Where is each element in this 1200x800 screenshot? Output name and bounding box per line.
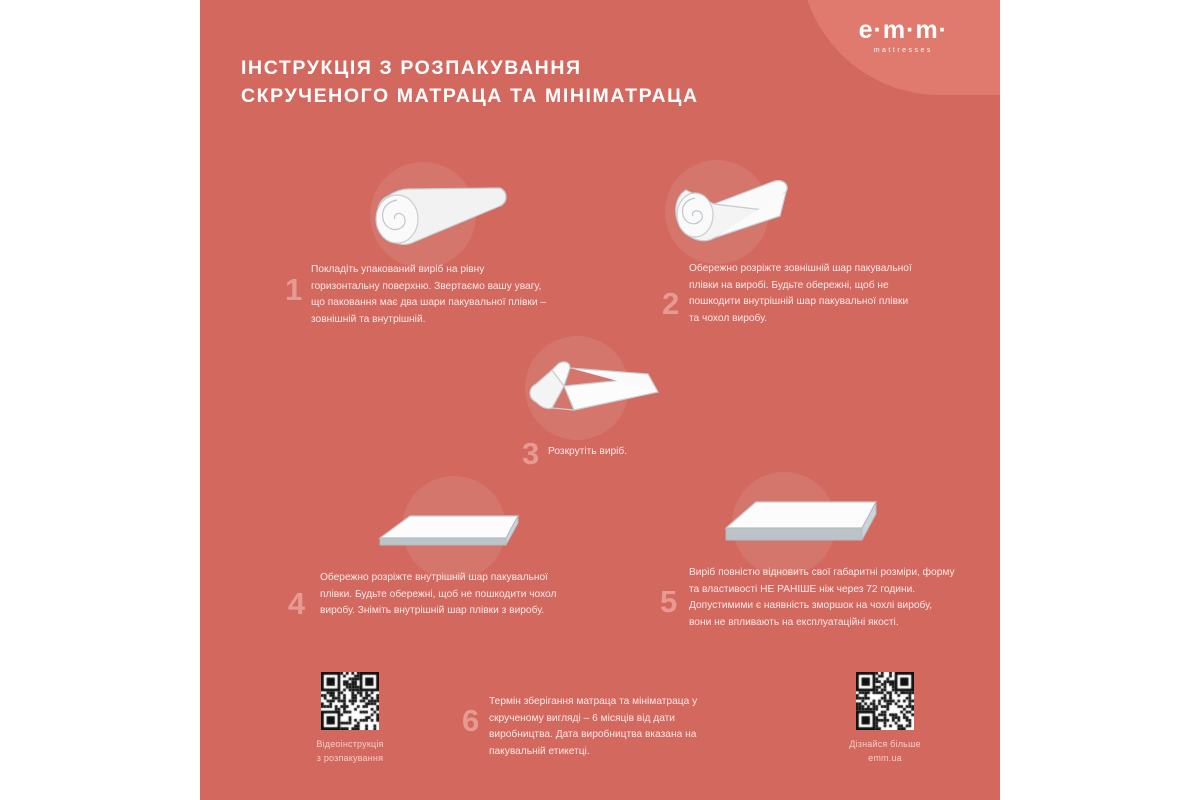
poster-canvas: [200, 0, 1000, 800]
qr-video-instruction-image[interactable]: [321, 672, 379, 730]
flat-mattress-thin-icon: [368, 496, 548, 566]
step-4-text: Обережно розріжте внутрішній шар пакувальної плівки. Будьте обережні, щоб не пошкодити чохол виробу. Зніміть внутрішній шар плівки з виробу.: [320, 572, 557, 617]
brand-logo: [859, 18, 948, 54]
step-2-text: Обережно розріжте зовнішній шар пакувальної плівки на виробі. Будьте обережні, щоб не пошкодити внутрішній шар пакувальної плівки та чохол виробу.: [689, 263, 912, 324]
step-4-number: 4: [288, 586, 306, 621]
step-6-number: 6: [462, 703, 480, 738]
qr-video-instruction[interactable]: [295, 672, 405, 765]
page-title-line-2: СКРУЧЕНОГО МАТРАЦА ТА МІНІМАТРАЦА: [241, 85, 699, 108]
page-title: [241, 54, 699, 111]
qr-learn-more-caption-2: emm.ua: [868, 752, 902, 763]
step-6-text: Термін зберігання матраца та мініматраца у скрученому вигляді – 6 місяців від дати виробництва. Дата виробництва вказана на пакувальній етикетці.: [489, 696, 698, 757]
step-5-number: 5: [660, 584, 678, 619]
qr-learn-more-image[interactable]: [856, 672, 914, 730]
qr-learn-more-caption-1: Дізнайся більше: [849, 739, 921, 749]
qr-learn-more[interactable]: [830, 672, 940, 765]
step-2-number: 2: [662, 286, 680, 321]
unrolled-mattress-icon: [512, 348, 672, 428]
step-5-text: Виріб повністю відновить свої габаритні розміри, форму та властивості НЕ РАНІШЕ ніж через 72 години. Допустимими є наявність зморшок на чохлі виробу, вони не впливають на експлуатаційні якості.: [689, 567, 955, 628]
flat-mattress-thick-icon: [712, 486, 902, 566]
qr-video-instruction-caption-1: Відеоінструкція: [316, 739, 384, 749]
brand-logo-text: e·m·m·: [858, 16, 948, 44]
brand-logo-subtext: mattresses: [873, 47, 933, 54]
step-1-number: 1: [285, 272, 303, 307]
qr-video-instruction-caption-2: з розпакування: [316, 752, 384, 763]
page-title-line-1: ІНСТРУКЦІЯ З РОЗПАКУВАННЯ: [241, 57, 582, 79]
rolled-mattress-icon: [350, 172, 520, 262]
unrolling-mattress-icon: [640, 168, 820, 268]
step-3-number: 3: [522, 436, 540, 471]
step-1-text: Покладіть упакований виріб на рівну горизонтальну поверхню. Звертаємо вашу увагу, що паковання має два шари пакувальної плівки – зовнішній та внутрішній.: [311, 264, 547, 325]
step-3-text: Розкрутіть виріб.: [548, 446, 628, 457]
